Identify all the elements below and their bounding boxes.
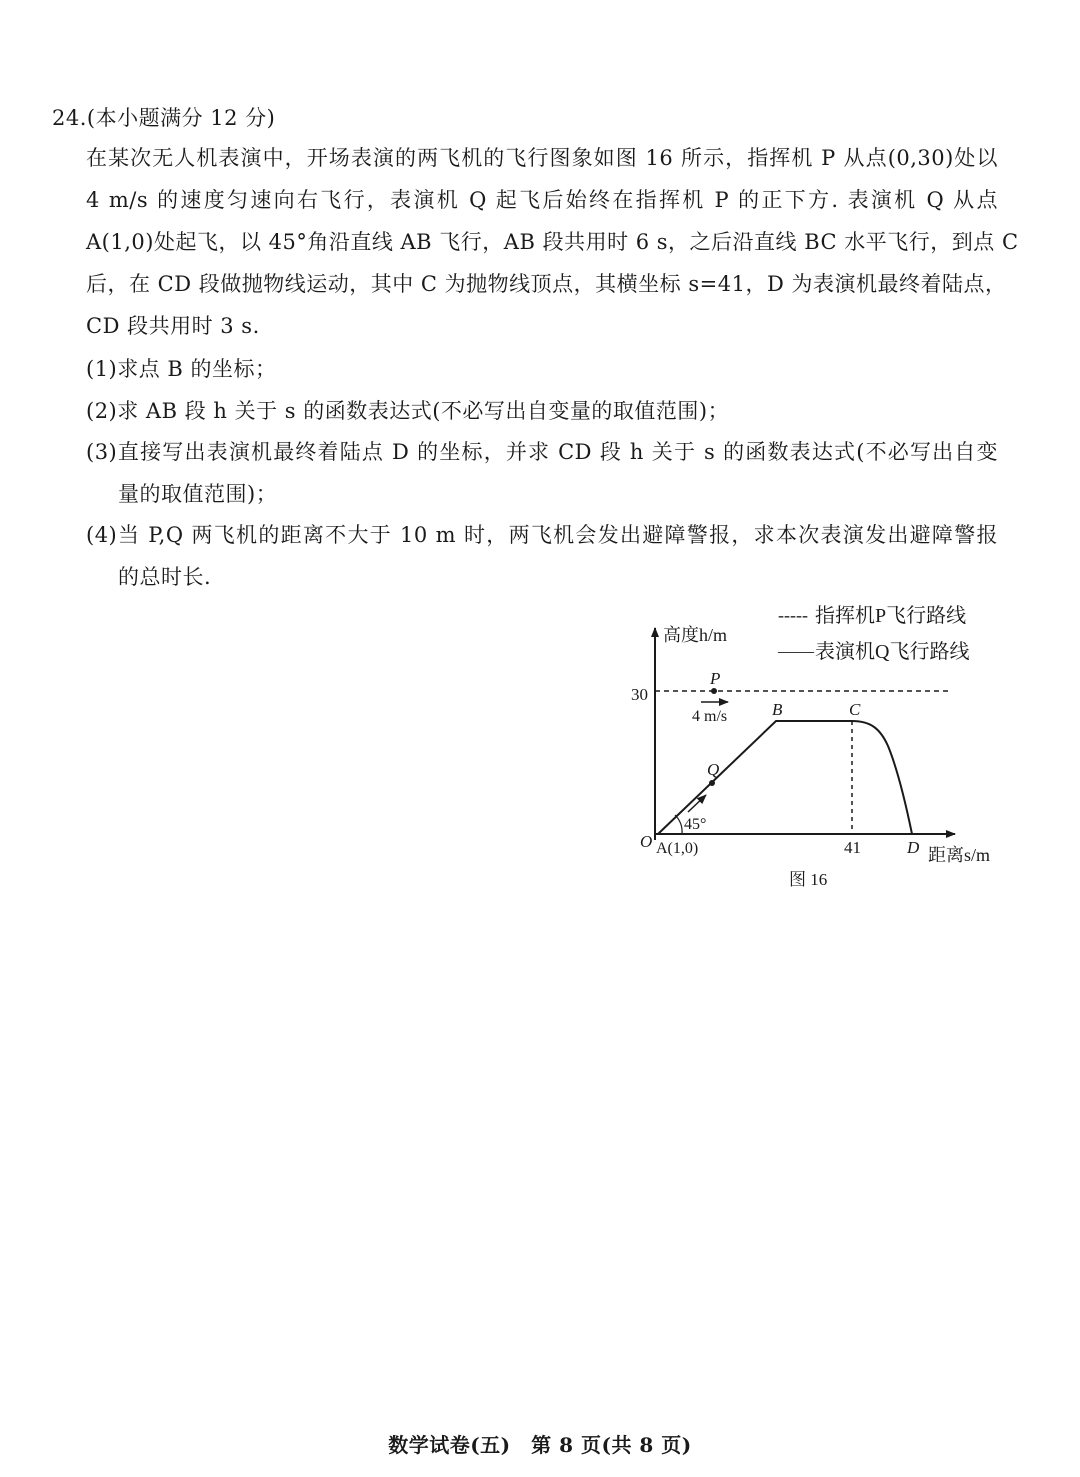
point-d-label: D: [907, 838, 920, 857]
legend-dashed-label: 指挥机P飞行路线: [815, 605, 967, 627]
legend-solid-label: 表演机Q飞行路线: [815, 641, 970, 663]
point-c-label: C: [849, 700, 861, 719]
question-body-line-3: A(1,0)处起飞，以 45°角沿直线 AB 飞行，AB 段共用时 6 s，之后沿直线 BC 水平飞行，到点 C: [86, 230, 1019, 254]
legend-dashed-symbol: -----: [778, 605, 808, 625]
y-tick-30: 30: [631, 685, 648, 704]
part-4-line-1: (4)当 P,Q 两飞机的距离不大于 10 m 时，两飞机会发出避障警报，求本次表演发出避障警报: [86, 523, 998, 547]
point-p-label: P: [710, 669, 721, 688]
point-b-label: B: [772, 700, 783, 719]
point-a-label: A(1,0): [656, 840, 699, 857]
part-3-line-2: 量的取值范围)；: [118, 482, 278, 506]
part-2: (2)求 AB 段 h 关于 s 的函数表达式(不必写出自变量的取值范围)；: [86, 399, 730, 423]
figure-caption: 图 16: [789, 870, 828, 889]
question-body-line-1: 在某次无人机表演中，开场表演的两飞机的飞行图象如图 16 所示，指挥机 P 从点(0,30)处以: [86, 146, 998, 170]
y-axis-label: 高度h/m: [663, 625, 728, 645]
page-footer: 数学试卷(五) 第 8 页(共 8 页): [388, 1433, 692, 1457]
question-body-line-2: 4 m/s 的速度匀速向右飞行，表演机 Q 起飞后始终在指挥机 P 的正下方. 表演机 Q 从点: [86, 188, 998, 212]
question-body-line-4: 后，在 CD 段做抛物线运动，其中 C 为抛物线顶点，其横坐标 s=41，D 为表演机最终着陆点，: [86, 272, 1007, 296]
point-p-dot: [711, 688, 717, 694]
origin-label: O: [640, 832, 653, 851]
x-axis-label: 距离s/m: [928, 845, 991, 865]
point-q-label: Q: [707, 760, 720, 779]
question-header: 24.(本小题满分 12 分): [52, 106, 276, 130]
speed-label: 4 m/s: [692, 708, 728, 725]
part-3-line-1: (3)直接写出表演机最终着陆点 D 的坐标，并求 CD 段 h 关于 s 的函数表达式(不必写出自变: [86, 440, 998, 464]
x-tick-41: 41: [844, 838, 861, 857]
part-4-line-2: 的总时长.: [118, 565, 212, 589]
point-q-dot: [709, 780, 715, 786]
question-body-line-5: CD 段共用时 3 s.: [86, 314, 260, 338]
part-1: (1)求点 B 的坐标；: [86, 357, 277, 381]
angle-label: 45°: [684, 816, 707, 833]
legend-solid-symbol: ——: [778, 641, 814, 661]
